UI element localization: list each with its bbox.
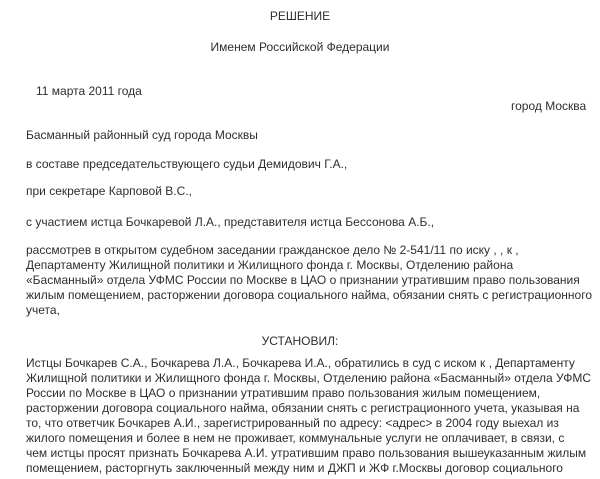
paragraph-line: жилым помещением, расторжении договора социального найма, обязании снять с регистрационного	[26, 288, 592, 302]
paragraph-line: учета,	[26, 303, 60, 317]
case-participants: с участием истца Бочкаревой Л.А., представителя истца Бессонова А.Б.,	[26, 215, 435, 229]
court-composition: в составе председательствующего судьи Демидович Г.А.,	[26, 157, 348, 171]
paragraph-line: рассмотрев в открытом судебном заседании гражданское дело № 2-541/11 по иску , , к ,	[26, 243, 519, 257]
paragraph-line: Истцы Бочкарев С.А., Бочкарева Л.А., Бочкарева И.А., обратились в суд с иском к , Департаменту	[26, 356, 575, 370]
paragraph-line: то, что ответчик Бочкарев А.И., зарегистрированный по адресу: <адрес> в 2004 году выехал из	[26, 416, 559, 430]
paragraph-line: Жилищной политики и Жилищного фонда г. Москвы, Отделению района «Басманный» отдела УФМС	[26, 371, 592, 385]
paragraph-line: расторжении договора социального найма, обязании снять с регистрационного учета, указывая на	[26, 401, 580, 415]
document-subtitle: Именем Российской Федерации	[210, 40, 390, 54]
paragraph-line: «Басманный» отдела УФМС России по Москве в ЦАО о признании утратившим право пользования	[26, 273, 580, 287]
established-heading: УСТАНОВИЛ:	[261, 334, 339, 348]
considered-paragraph	[26, 243, 592, 318]
paragraph-line: Департаменту Жилищной политики и Жилищного фонда г. Москвы, Отделению района	[26, 258, 514, 272]
paragraph-line: чем истцы просят признать Бочкарева А.И. утратившим право пользования вышеуказанным жилым	[26, 446, 587, 460]
document-date: 11 марта 2011 года	[36, 84, 142, 98]
document-city: город Москва	[511, 99, 587, 113]
established-paragraph	[26, 356, 592, 476]
paragraph-line: жилого помещения и более в нем не проживает, коммунальные услуги не оплачивает, в связи, с	[26, 431, 565, 445]
court-secretary: при секретаре Карповой В.С.,	[26, 184, 192, 198]
court-name: Басманный районный суд города Москвы	[26, 128, 258, 142]
paragraph-line: России по Москве в ЦАО о признании утратившим право пользования жилым помещением,	[26, 386, 541, 400]
document-title: РЕШЕНИЕ	[269, 9, 331, 23]
paragraph-line: помещением, расторгнуть заключенный между ним и ДЖП и ЖФ г.Москвы договор социального	[26, 461, 563, 475]
